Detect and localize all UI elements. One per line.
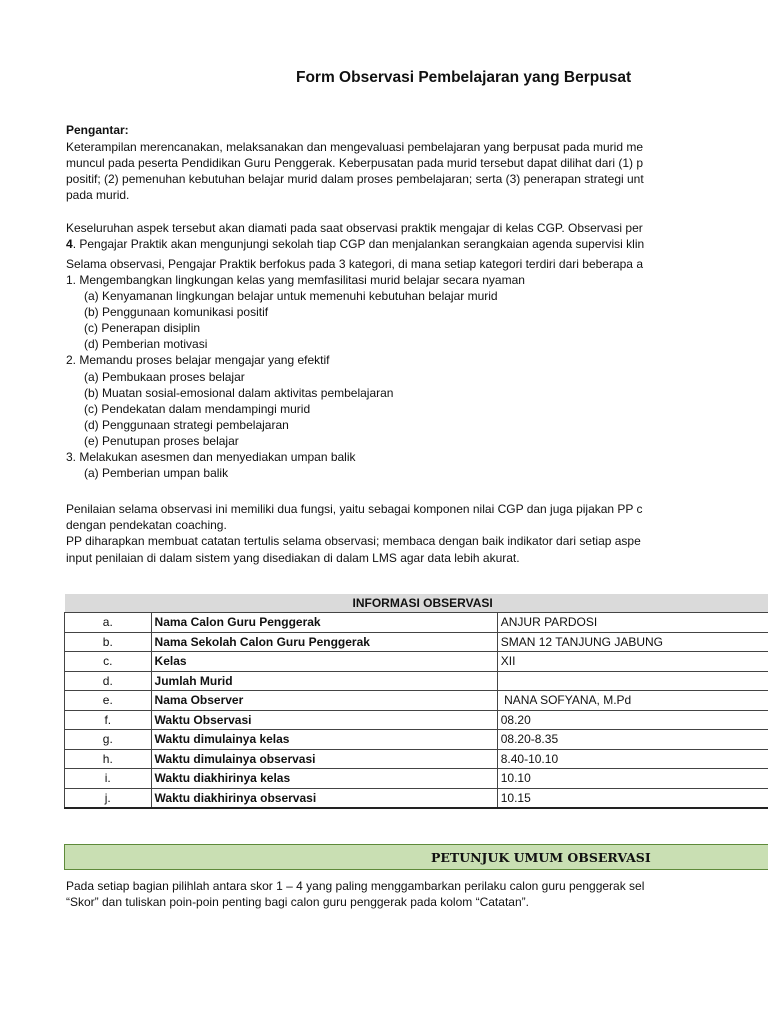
table-row bbox=[65, 632, 768, 652]
table-row bbox=[65, 710, 768, 730]
row-label: Nama Sekolah Calon Guru Penggerak bbox=[151, 632, 497, 652]
category-item: (c) Pendekatan dalam mendampingi murid bbox=[84, 402, 311, 416]
petunjuk-line: Pada setiap bagian pilihlah antara skor 1 – 4 yang paling menggambarkan perilaku calon guru penggerak sel bbox=[66, 879, 645, 893]
assessment-line: input penilaian di dalam sistem yang disediakan di dalam LMS agar data lebih akurat. bbox=[66, 551, 520, 565]
row-key: c. bbox=[65, 652, 152, 672]
category-item: (e) Penutupan proses belajar bbox=[84, 434, 239, 448]
row-key: g. bbox=[65, 730, 152, 750]
category-2: 2. Memandu proses belajar mengajar yang efektif bbox=[66, 353, 330, 367]
row-value[interactable]: 08.20 bbox=[497, 710, 768, 730]
row-value[interactable]: NANA SOFYANA, M.Pd bbox=[497, 691, 768, 711]
info-table-header-row bbox=[65, 594, 768, 613]
row-value[interactable]: 08.20-8.35 bbox=[497, 730, 768, 750]
intro-line: positif; (2) pemenuhan kebutuhan belajar murid dalam proses pembelajaran; serta (3) penerapan strategi unt bbox=[66, 172, 644, 186]
row-key: b. bbox=[65, 632, 152, 652]
category-item: (c) Penerapan disiplin bbox=[84, 321, 201, 335]
row-key: d. bbox=[65, 671, 152, 691]
intro-heading: Pengantar: bbox=[66, 123, 129, 137]
observation-info-table bbox=[64, 594, 768, 809]
row-label: Jumlah Murid bbox=[151, 671, 497, 691]
assessment-line: dengan pendekatan coaching. bbox=[66, 518, 227, 532]
row-label: Nama Observer bbox=[151, 691, 497, 711]
observation-para-line bbox=[66, 236, 644, 252]
category-1: 1. Mengembangkan lingkungan kelas yang memfasilitasi murid belajar secara nyaman bbox=[66, 273, 525, 287]
row-key: a. bbox=[65, 613, 152, 633]
row-label: Waktu Observasi bbox=[151, 710, 497, 730]
category-item: (a) Pembukaan proses belajar bbox=[84, 370, 245, 384]
row-label: Waktu dimulainya kelas bbox=[151, 730, 497, 750]
intro-line: muncul pada peserta Pendidikan Guru Penggerak. Keberpusatan pada murid tersebut dapat dilihat dari (1) p bbox=[66, 156, 644, 170]
row-value[interactable]: SMAN 12 TANJUNG JABUNG bbox=[497, 632, 768, 652]
category-item: (d) Penggunaan strategi pembelajaran bbox=[84, 418, 289, 432]
table-row bbox=[65, 730, 768, 750]
assessment-line: Penilaian selama observasi ini memiliki dua fungsi, yaitu sebagai komponen nilai CGP dan juga pijakan PP c bbox=[66, 502, 643, 516]
row-value[interactable]: 8.40-10.10 bbox=[497, 749, 768, 769]
row-label: Nama Calon Guru Penggerak bbox=[151, 613, 497, 633]
category-item: (b) Penggunaan komunikasi positif bbox=[84, 305, 269, 319]
row-label: Waktu diakhirinya kelas bbox=[151, 769, 497, 789]
category-item: (a) Pemberian umpan balik bbox=[84, 466, 229, 480]
petunjuk-header-bar bbox=[64, 844, 768, 870]
observation-para-line: Keseluruhan aspek tersebut akan diamati pada saat observasi praktik mengajar di kelas CGP. Observasi per bbox=[66, 221, 643, 235]
petunjuk-header: PETUNJUK UMUM OBSERVASI bbox=[431, 850, 651, 865]
row-key: f. bbox=[65, 710, 152, 730]
row-value[interactable] bbox=[497, 671, 768, 691]
table-row bbox=[65, 691, 768, 711]
row-value[interactable]: XII bbox=[497, 652, 768, 672]
categories-intro: Selama observasi, Pengajar Praktik berfokus pada 3 kategori, di mana setiap kategori terdiri dari beberapa a bbox=[66, 257, 643, 271]
row-label: Waktu diakhirinya observasi bbox=[151, 788, 497, 808]
row-key: i. bbox=[65, 769, 152, 789]
category-item: (a) Kenyamanan lingkungan belajar untuk memenuhi kebutuhan belajar murid bbox=[84, 289, 498, 303]
table-row bbox=[65, 769, 768, 789]
petunjuk-line: “Skor” dan tuliskan poin-poin penting bagi calon guru penggerak pada kolom “Catatan”. bbox=[66, 895, 529, 909]
row-value[interactable]: ANJUR PARDOSI bbox=[497, 613, 768, 633]
assessment-line: PP diharapkan membuat catatan tertulis selama observasi; membaca dengan baik indikator dari setiap aspe bbox=[66, 534, 641, 548]
table-row bbox=[65, 749, 768, 769]
form-title: Form Observasi Pembelajaran yang Berpusat bbox=[296, 69, 632, 86]
intro-line: pada murid. bbox=[66, 188, 130, 202]
session-count: 4 bbox=[66, 237, 73, 251]
row-key: h. bbox=[65, 749, 152, 769]
row-key: j. bbox=[65, 788, 152, 808]
observation-para-rest: . Pengajar Praktik akan mengunjungi sekolah tiap CGP dan menjalankan serangkaian agenda supervisi klin bbox=[72, 237, 645, 251]
info-table-header: INFORMASI OBSERVASI bbox=[65, 594, 768, 613]
category-item: (b) Muatan sosial-emosional dalam aktivitas pembelajaran bbox=[84, 386, 394, 400]
table-row bbox=[65, 652, 768, 672]
row-value[interactable]: 10.15 bbox=[497, 788, 768, 808]
row-key: e. bbox=[65, 691, 152, 711]
table-row bbox=[65, 613, 768, 633]
row-label: Waktu dimulainya observasi bbox=[151, 749, 497, 769]
row-value[interactable]: 10.10 bbox=[497, 769, 768, 789]
row-label: Kelas bbox=[151, 652, 497, 672]
table-row bbox=[65, 788, 768, 808]
category-3: 3. Melakukan asesmen dan menyediakan umpan balik bbox=[66, 450, 356, 464]
intro-line: Keterampilan merencanakan, melaksanakan dan mengevaluasi pembelajaran yang berpusat pada murid me bbox=[66, 140, 644, 154]
category-item: (d) Pemberian motivasi bbox=[84, 337, 208, 351]
table-row bbox=[65, 671, 768, 691]
